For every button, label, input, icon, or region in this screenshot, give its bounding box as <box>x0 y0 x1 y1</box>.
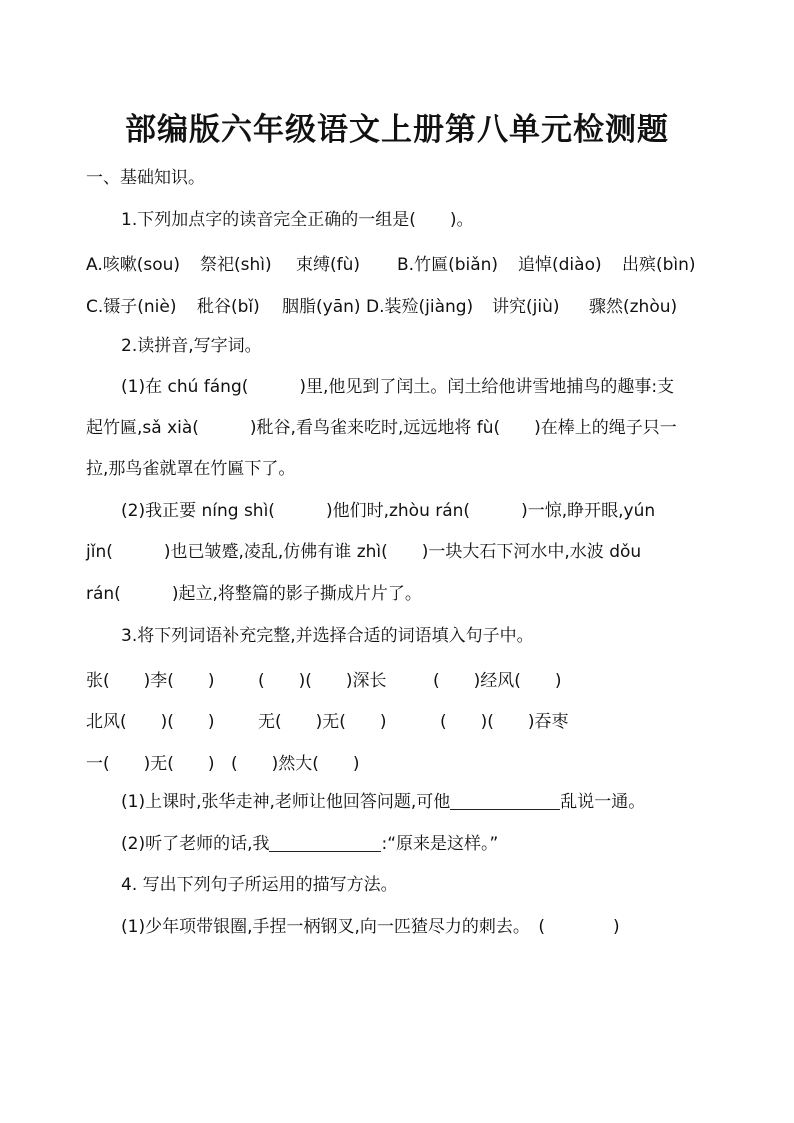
q1-option: D.装殓(jiàng) <box>366 297 474 317</box>
q1-option: 追悼(diào) <box>518 255 602 275</box>
q1-stem: 1.下列加点字的读音完全正确的一组是( )。 <box>121 210 474 230</box>
q1-option: 祭祀(shì) <box>200 255 272 275</box>
idiom-blank: 一( )无( ) <box>86 754 215 774</box>
idiom-blank: ( )经风( ) <box>433 671 562 691</box>
answer-blank[interactable] <box>450 791 560 810</box>
answer-blank[interactable] <box>269 833 381 852</box>
q1-option: B.竹匾(biǎn) <box>397 255 499 275</box>
q2-stem: 2.读拼音,写字词。 <box>121 336 262 356</box>
q3-sentence2 <box>121 832 498 856</box>
q2-paragraph1-line: 起竹匾,sǎ xià( )秕谷,看鸟雀来吃时,远远地将 fù( )在棒上的绳子只一 <box>86 418 677 438</box>
q1-option: C.镊子(niè) <box>86 297 177 317</box>
idiom-blank: ( )( )深长 <box>258 671 387 691</box>
q1-option: 秕谷(bǐ) <box>197 297 260 317</box>
q2-paragraph2-line: jǐn( )也已皱蹙,凌乱,仿佛有谁 zhì( )一块大石下河水中,水波 dǒu <box>86 542 642 562</box>
idiom-blank: ( )( )吞枣 <box>440 712 569 732</box>
q3-sentence2-before: (2)听了老师的话,我 <box>121 834 270 854</box>
idiom-blank: 北风( )( ) <box>86 712 215 732</box>
q4-stem: 4. 写出下列句子所运用的描写方法。 <box>121 875 398 895</box>
section-heading: 一、基础知识。 <box>86 168 205 188</box>
q3-sentence2-after: :“原来是这样。” <box>381 834 499 854</box>
q3-sentence1-after: 乱说一通。 <box>560 792 646 812</box>
idiom-blank: ( )然大( ) <box>231 754 360 774</box>
q2-paragraph2-line: (2)我正要 níng shì( )他们时,zhòu rán( )一惊,睁开眼,yún <box>121 501 656 521</box>
idiom-blank: 张( )李( ) <box>86 671 215 691</box>
q1-option: 讲究(jiù) <box>492 297 560 317</box>
q2-paragraph1-line: (1)在 chú fáng( )里,他见到了闰土。闰土给他讲雪地捕鸟的趣事:支 <box>121 377 675 397</box>
q3-stem: 3.将下列词语补充完整,并选择合适的词语填入句子中。 <box>121 626 534 646</box>
q1-option: 胭脂(yān) <box>282 297 361 317</box>
page-title: 部编版六年级语文上册第八单元检测题 <box>125 112 669 148</box>
q2-paragraph2-line: rán( )起立,将整篇的影子撕成片片了。 <box>86 584 422 604</box>
q3-sentence1-before: (1)上课时,张华走神,老师让他回答问题,可他 <box>121 792 451 812</box>
idiom-blank: 无( )无( ) <box>258 712 387 732</box>
q3-sentence1 <box>121 790 645 814</box>
q1-option: 骤然(zhòu) <box>589 297 678 317</box>
q1-option: A.咳嗽(sou) <box>86 255 181 275</box>
q4-sentence1: (1)少年项带银圈,手捏一柄钢叉,向一匹猹尽力的刺去。 ( ) <box>121 917 620 937</box>
q1-option: 出殡(bìn) <box>622 255 696 275</box>
q1-option: 束缚(fù) <box>296 255 361 275</box>
q2-paragraph1-line: 拉,那鸟雀就罩在竹匾下了。 <box>86 459 296 479</box>
